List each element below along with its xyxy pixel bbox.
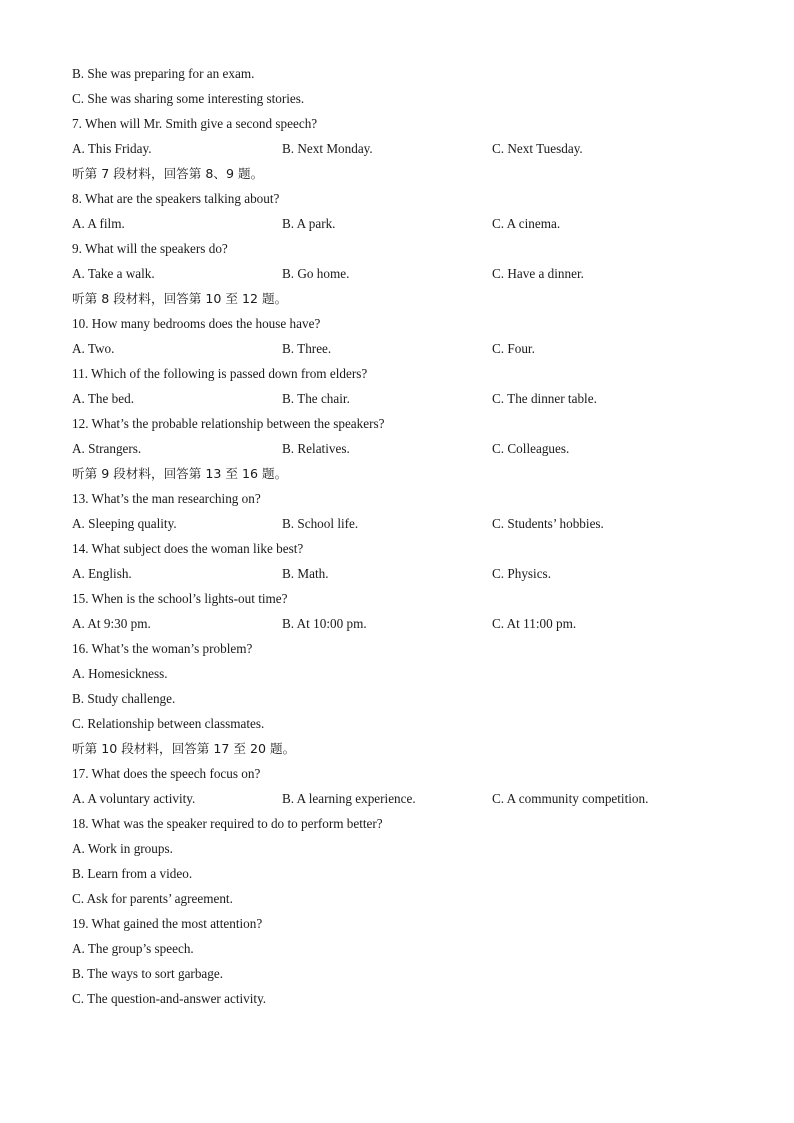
question-line: C. The question-and-answer activity. xyxy=(72,991,267,1006)
question-line: 14. What subject does the woman like best? xyxy=(72,541,304,556)
answer-option-c: C. The dinner table. xyxy=(492,391,597,406)
question-line: A. Work in groups. xyxy=(72,841,173,856)
answer-option-c: C. Physics. xyxy=(492,566,551,581)
question-line: B. The ways to sort garbage. xyxy=(72,966,224,981)
question-line: 12. What’s the probable relationship between the speakers? xyxy=(72,416,385,431)
answer-options-row xyxy=(72,561,752,586)
answer-option-c: C. Have a dinner. xyxy=(492,266,584,281)
question-line: B. She was preparing for an exam. xyxy=(72,66,255,81)
answer-option-a: A. Two. xyxy=(72,341,115,356)
answer-option-b: B. A learning experience. xyxy=(282,791,416,806)
document-page xyxy=(72,61,752,1011)
answer-options-row xyxy=(72,436,752,461)
question-line: A. Homesickness. xyxy=(72,666,168,681)
answer-option-c: C. A community competition. xyxy=(492,791,649,806)
answer-option-b: B. The chair. xyxy=(282,391,350,406)
question-line: 16. What’s the woman’s problem? xyxy=(72,641,253,656)
answer-option-a: A. English. xyxy=(72,566,132,581)
answer-option-a: A. At 9:30 pm. xyxy=(72,616,151,631)
answer-option-c: C. Colleagues. xyxy=(492,441,570,456)
question-line: B. Study challenge. xyxy=(72,691,176,706)
question-line: C. She was sharing some interesting stories. xyxy=(72,91,305,106)
question-line: 15. When is the school’s lights-out time? xyxy=(72,591,288,606)
question-line: 13. What’s the man researching on? xyxy=(72,491,261,506)
question-line: C. Relationship between classmates. xyxy=(72,716,265,731)
answer-options-row xyxy=(72,261,752,286)
answer-option-b: B. Three. xyxy=(282,341,332,356)
section-instruction: 听第 9 段材料，回答第 13 至 16 题。 xyxy=(72,466,288,481)
answer-options-row xyxy=(72,511,752,536)
answer-option-c: C. Students’ hobbies. xyxy=(492,516,604,531)
answer-option-a: A. A voluntary activity. xyxy=(72,791,196,806)
answer-options-row xyxy=(72,786,752,811)
answer-option-a: A. Sleeping quality. xyxy=(72,516,177,531)
answer-option-c: C. At 11:00 pm. xyxy=(492,616,577,631)
answer-option-a: A. A film. xyxy=(72,216,125,231)
question-line: 7. When will Mr. Smith give a second speech? xyxy=(72,116,318,131)
question-line: 17. What does the speech focus on? xyxy=(72,766,261,781)
question-line: A. The group’s speech. xyxy=(72,941,194,956)
section-instruction: 听第 7 段材料，回答第 8、9 题。 xyxy=(72,166,264,181)
answer-option-a: A. Take a walk. xyxy=(72,266,155,281)
question-line: 10. How many bedrooms does the house have? xyxy=(72,316,321,331)
exam-content xyxy=(72,61,752,1011)
answer-option-b: B. School life. xyxy=(282,516,359,531)
answer-option-a: A. The bed. xyxy=(72,391,135,406)
section-instruction: 听第 10 段材料，回答第 17 至 20 题。 xyxy=(72,741,296,756)
question-line: C. Ask for parents’ agreement. xyxy=(72,891,233,906)
answer-options-row xyxy=(72,211,752,236)
question-line: B. Learn from a video. xyxy=(72,866,193,881)
question-line: 18. What was the speaker required to do to perform better? xyxy=(72,816,383,831)
question-line: 19. What gained the most attention? xyxy=(72,916,263,931)
answer-options-row xyxy=(72,336,752,361)
question-line: 11. Which of the following is passed down from elders? xyxy=(72,366,368,381)
answer-option-a: A. This Friday. xyxy=(72,141,152,156)
answer-option-b: B. A park. xyxy=(282,216,336,231)
answer-option-a: A. Strangers. xyxy=(72,441,142,456)
answer-option-b: B. Go home. xyxy=(282,266,350,281)
answer-option-b: B. Relatives. xyxy=(282,441,350,456)
question-line: 9. What will the speakers do? xyxy=(72,241,228,256)
answer-option-b: B. At 10:00 pm. xyxy=(282,616,367,631)
answer-option-c: C. Next Tuesday. xyxy=(492,141,583,156)
answer-options-row xyxy=(72,611,752,636)
answer-options-row xyxy=(72,136,752,161)
answer-option-c: C. Four. xyxy=(492,341,535,356)
question-line: 8. What are the speakers talking about? xyxy=(72,191,280,206)
section-instruction: 听第 8 段材料，回答第 10 至 12 题。 xyxy=(72,291,288,306)
answer-option-b: B. Next Monday. xyxy=(282,141,373,156)
answer-options-row xyxy=(72,386,752,411)
answer-option-b: B. Math. xyxy=(282,566,329,581)
answer-option-c: C. A cinema. xyxy=(492,216,561,231)
